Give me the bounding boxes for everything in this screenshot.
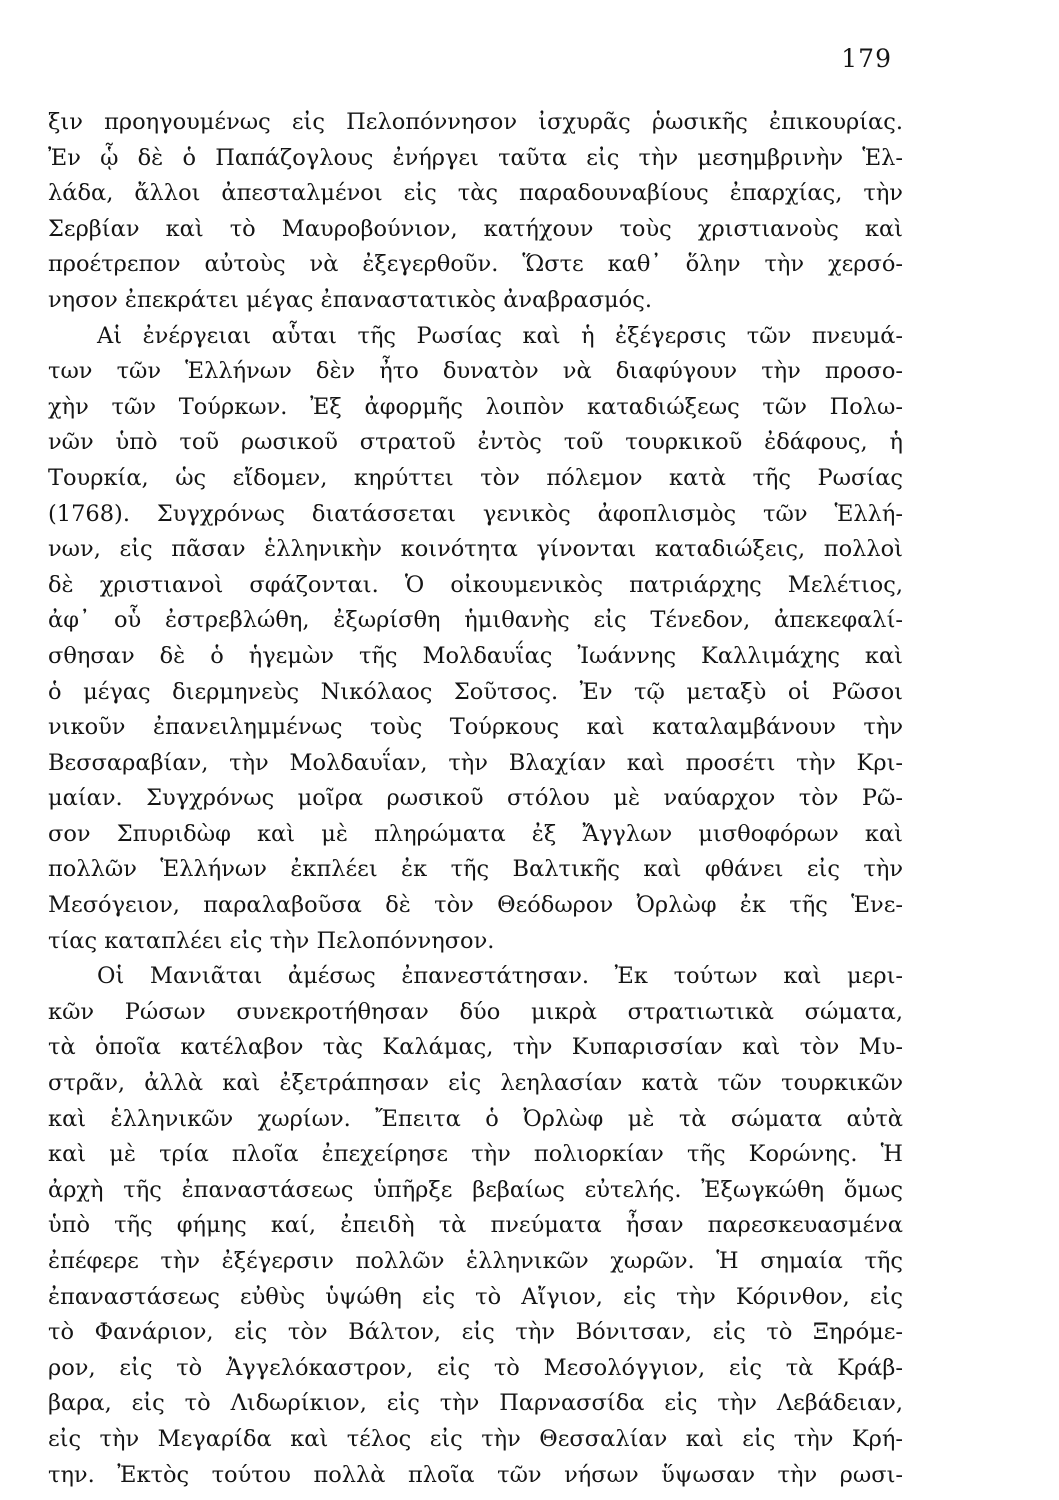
text-line: ξιν προηγουμένως εἰς Πελοπόννησον ἰσχυρᾶς ῥωσικῆς ἐπικουρίας. <box>48 109 903 135</box>
text-line: καὶ ἑλληνικῶν χωρίων. Ἔπειτα ὁ Ὀρλὼφ μὲ τὰ σώματα αὐτὰ <box>48 1105 903 1132</box>
text-line: λάδα, ἄλλοι ἀπεσταλμένοι εἰς τὰς παραδουναβίους ἐπαρχίας, τὴν <box>48 180 903 207</box>
text-line: την. Ἐκτὸς τούτου πολλὰ πλοῖα τῶν νήσων ὕψωσαν τὴν ρωσι- <box>48 1461 903 1488</box>
text-line: Ἐν ᾧ δὲ ὁ Παπάζογλους ἐνήργει ταῦτα εἰς τὴν μεσημβρινὴν Ἑλ- <box>48 144 903 171</box>
text-line: βαρα, εἰς τὸ Λιδωρίκιον, εἰς τὴν Παρνασσίδα εἰς τὴν Λεβάδειαν, <box>48 1390 903 1417</box>
text-line: δὲ χριστιανοὶ σφάζονται. Ὁ οἰκουμενικὸς πατριάρχης Μελέτιος, <box>48 571 903 598</box>
text-line: ἀρχὴ τῆς ἐπαναστάσεως ὑπῆρξε βεβαίως εὐτελής. Ἐξωγκώθη ὅμως <box>48 1176 903 1203</box>
text-line: Μεσόγειον, παραλαβοῦσα δὲ τὸν Θεόδωρον Ὀρλὼφ ἐκ τῆς Ἑνε- <box>48 892 903 919</box>
text-line: ἐπέφερε τὴν ἐξέγερσιν πολλῶν ἑλληνικῶν χωρῶν. Ἡ σημαία τῆς <box>48 1248 903 1274</box>
text-line: ὑπὸ τῆς φήμης καί, ἐπειδὴ τὰ πνεύματα ἦσαν παρεσκευασμένα <box>48 1212 903 1239</box>
text-line: σον Σπυριδὼφ καὶ μὲ πληρώματα ἐξ Ἄγγλων μισθοφόρων καὶ <box>48 820 903 847</box>
text-line: κῶν Ρώσων συνεκροτήθησαν δύο μικρὰ στρατιωτικὰ σώματα, <box>48 998 903 1025</box>
text-line: καὶ μὲ τρία πλοῖα ἐπεχείρησε τὴν πολιορκίαν τῆς Κορώνης. Ἡ <box>48 1141 903 1168</box>
text-line: ἐπαναστάσεως εὐθὺς ὑψώθη εἰς τὸ Αἴγιον, εἰς τὴν Κόρινθον, εἰς <box>48 1283 903 1310</box>
text-line: μαίαν. Συγχρόνως μοῖρα ρωσικοῦ στόλου μὲ ναύαρχον τὸν Ρῶ- <box>48 785 903 812</box>
page-number: 179 <box>841 44 892 73</box>
text-line: νῶν ὑπὸ τοῦ ρωσικοῦ στρατοῦ ἐντὸς τοῦ τουρκικοῦ ἐδάφους, ἡ <box>48 429 903 456</box>
text-line: τὸ Φανάριον, εἰς τὸν Βάλτον, εἰς τὴν Βόνιτσαν, εἰς τὸ Ξηρόμε- <box>48 1319 903 1346</box>
text-line: πολλῶν Ἑλλήνων ἐκπλέει ἐκ τῆς Βαλτικῆς καὶ φθάνει εἰς τὴν <box>48 856 903 883</box>
text-line: στρᾶν, ἀλλὰ καὶ ἐξετράπησαν εἰς λεηλασίαν κατὰ τῶν τουρκικῶν <box>48 1070 903 1097</box>
text-line: νικοῦν ἐπανειλημμένως τοὺς Τούρκους καὶ καταλαμβάνουν τὴν <box>48 714 903 741</box>
text-line: των τῶν Ἑλλήνων δὲν ἦτο δυνατὸν νὰ διαφύγουν τὴν προσο- <box>48 358 903 385</box>
text-line: Τουρκία, ὡς εἴδομεν, κηρύττει τὸν πόλεμον κατὰ τῆς Ρωσίας <box>48 464 903 491</box>
text-line: νησον ἐπεκράτει μέγας ἐπαναστατικὸς ἀναβρασμός. <box>48 286 652 313</box>
text-line: νων, εἰς πᾶσαν ἑλληνικὴν κοινότητα γίνονται καταδιώξεις, πολλοὶ <box>48 536 903 563</box>
text-line: ρον, εἰς τὸ Ἀγγελόκαστρον, εἰς τὸ Μεσολόγγιον, εἰς τὰ Κράβ- <box>48 1354 903 1381</box>
paragraph-start-line: Αἱ ἐνέργειαι αὗται τῆς Ρωσίας καὶ ἡ ἐξέγερσις τῶν πνευμά- <box>97 322 903 349</box>
text-line: εἰς τὴν Μεγαρίδα καὶ τέλος εἰς τὴν Θεσσαλίαν καὶ εἰς τὴν Κρή- <box>48 1425 903 1452</box>
text-line: ὁ μέγας διερμηνεὺς Νικόλαος Σοῦτσος. Ἐν τῷ μεταξὺ οἱ Ρῶσοι <box>48 678 903 705</box>
text-line: προέτρεπον αὐτοὺς νὰ ἐξεγερθοῦν. Ὥστε καθ᾽ ὅλην τὴν χερσό- <box>48 251 903 278</box>
text-line: Βεσσαραβίαν, τὴν Μολδαυΐαν, τὴν Βλαχίαν καὶ προσέτι τὴν Κρι- <box>48 749 903 776</box>
text-line: (1768). Συγχρόνως διατάσσεται γενικὸς ἀφοπλισμὸς τῶν Ἑλλή- <box>48 500 903 527</box>
text-line: σθησαν δὲ ὁ ἡγεμὼν τῆς Μολδαυΐας Ἰωάννης Καλλιμάχης καὶ <box>48 642 903 669</box>
text-line: Σερβίαν καὶ τὸ Μαυροβούνιον, κατήχουν τοὺς χριστιανοὺς καὶ <box>48 215 903 242</box>
text-line: ἀφ᾽ οὗ ἐστρεβλώθη, ἐξωρίσθη ἡμιθανὴς εἰς Τένεδον, ἀπεκεφαλί- <box>48 607 903 634</box>
body-text <box>48 105 903 1493</box>
text-line: τίας καταπλέει εἰς τὴν Πελοπόννησον. <box>48 927 495 954</box>
text-line: χὴν τῶν Τούρκων. Ἐξ ἀφορμῆς λοιπὸν καταδιώξεως τῶν Πολω- <box>48 393 903 420</box>
paragraph-start-line: Οἱ Μανιᾶται ἀμέσως ἐπανεστάτησαν. Ἐκ τούτων καὶ μερι- <box>97 963 903 990</box>
text-line: τὰ ὁποῖα κατέλαβον τὰς Καλάμας, τὴν Κυπαρισσίαν καὶ τὸν Μυ- <box>48 1034 903 1061</box>
